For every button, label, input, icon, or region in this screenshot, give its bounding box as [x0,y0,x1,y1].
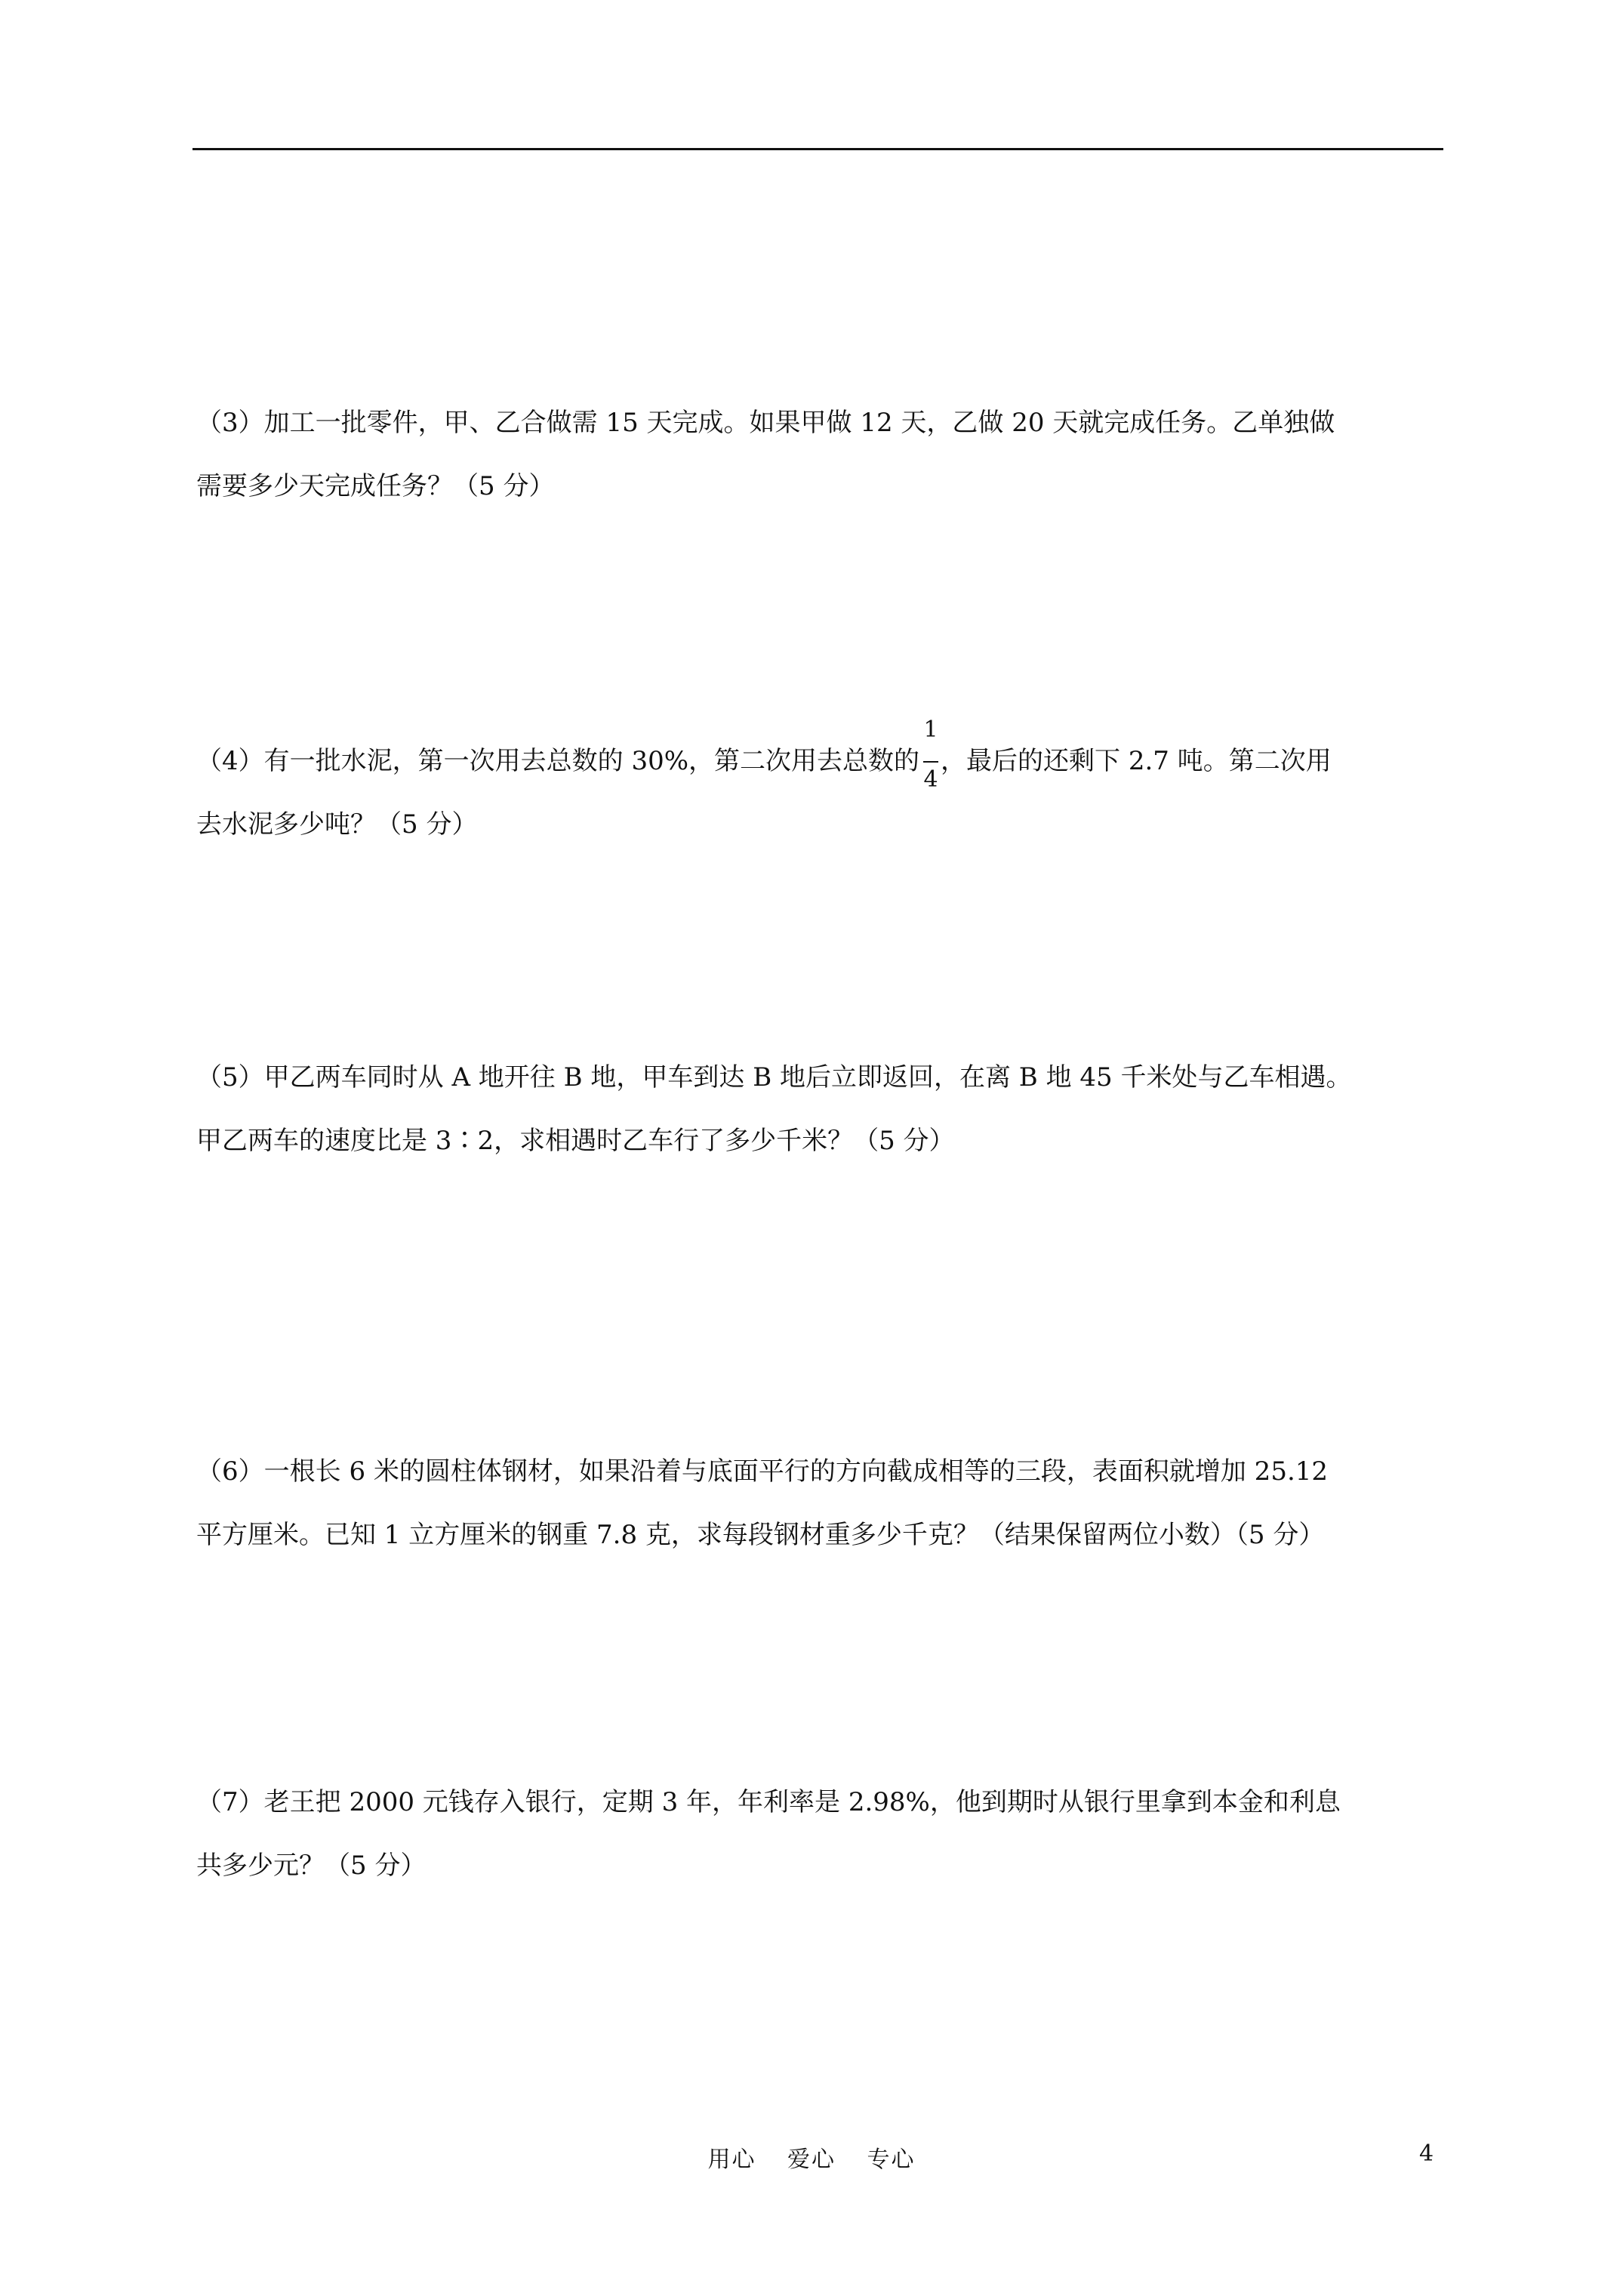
fraction-denominator: 4 [923,766,938,793]
question-7-line-2: 共多少元？（5 分） [196,1851,427,1881]
question-4-line-2: 去水泥多少吨？（5 分） [196,809,478,840]
question-6-line-2: 平方厘米。已知 1 立方厘米的钢重 7.8 克，求每段钢材重多少千克？（结果保留两位小数）（5 分） [196,1520,1325,1550]
header-rule [192,148,1443,150]
question-4-line-1-end: ，最后的还剩下 2.7 吨。第二次用 [941,746,1332,776]
question-4 [196,717,1449,856]
question-4-line-1-start: （4）有一批水泥，第一次用去总数的 30%，第二次用去总数的 [196,746,920,776]
fraction-one-quarter [922,717,939,793]
question-5-line-1: （5）甲乙两车同时从 A 地开往 B 地，甲车到达 B 地后立即返回，在离 B 地 45 千米处与乙车相遇。 [196,1062,1352,1093]
question-6 [196,1440,1449,1567]
question-5-line-2: 甲乙两车的速度比是 3∶2，求相遇时乙车行了多少千米？（5 分） [196,1126,955,1156]
question-3-line-2: 需要多少天完成任务？（5 分） [196,471,555,501]
fraction-bar [923,761,938,763]
question-5 [196,1046,1449,1173]
question-7 [196,1771,1449,1897]
footer-slogan: 用心 爱心 专心 [707,2147,916,2173]
page-number: 4 [1419,2140,1434,2167]
question-3 [196,391,1449,518]
question-6-line-1: （6）一根长 6 米的圆柱体钢材，如果沿着与底面平行的方向截成相等的三段，表面积就增加 25.12 [196,1456,1329,1487]
fraction-numerator: 1 [923,717,938,743]
question-3-line-1: （3）加工一批零件，甲、乙合做需 15 天完成。如果甲做 12 天，乙做 20 天就完成任务。乙单独做 [196,408,1335,438]
question-4-line-1 [196,717,1449,793]
question-7-line-1: （7）老王把 2000 元钱存入银行，定期 3 年，年利率是 2.98%，他到期时从银行里拿到本金和利息 [196,1787,1341,1817]
